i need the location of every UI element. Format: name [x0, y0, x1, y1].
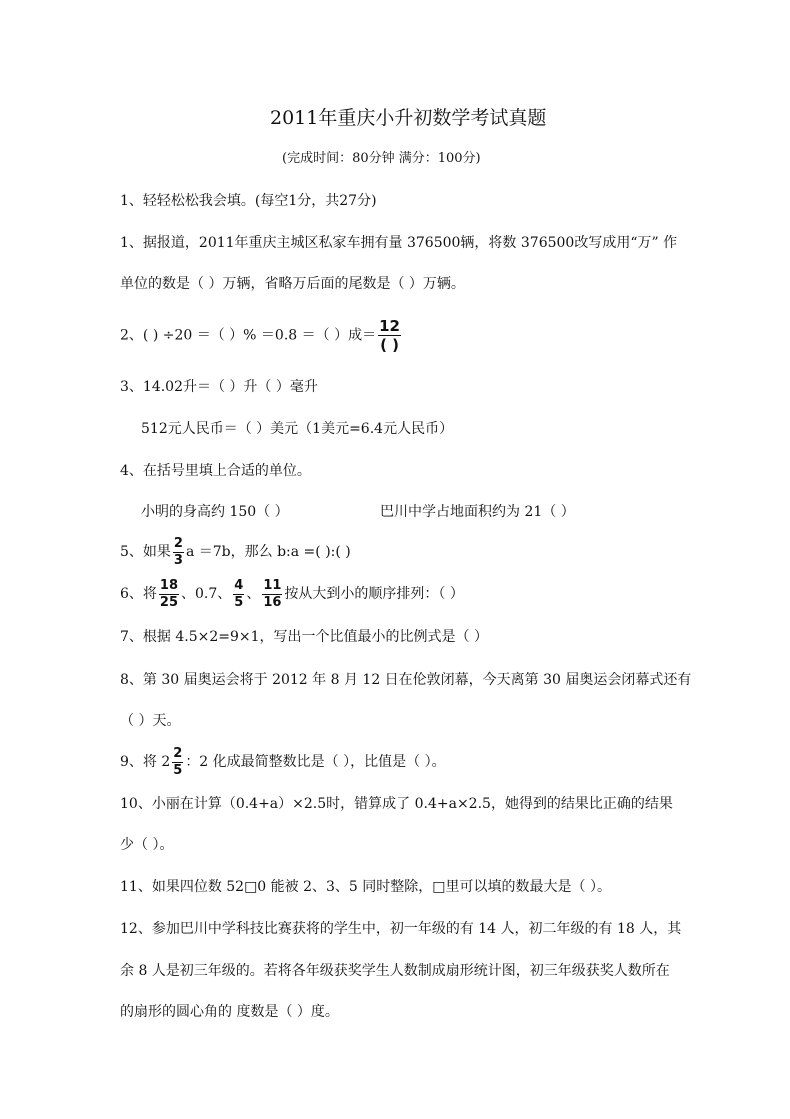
question-8-line-1: 8、第 30 届奥运会将于 2012 年 8 月 12 日在伦敦闭幕，今天离第 30 届奥运会闭幕式还有 — [120, 672, 692, 688]
fraction — [172, 747, 183, 778]
fraction-numerator: 4 — [234, 577, 244, 593]
question-3-line-1: 3、14.02升＝（ ）升（ ）毫升 — [120, 379, 318, 395]
fraction — [173, 537, 184, 568]
fraction-numerator: 11 — [263, 577, 282, 593]
question-9 — [120, 744, 446, 780]
question-5-suffix: a ＝7b，那么 b:a =( ):( ) — [185, 544, 351, 560]
fraction-numerator: 18 — [159, 577, 179, 593]
question-6-prefix: 6、将 — [120, 586, 157, 602]
question-2-text: 2、( ) ÷20 ＝（ ）% ＝0.8 ＝（ ）成＝ — [120, 327, 377, 344]
question-9-suffix: ：2 化成最简整数比是（ ），比值是（ ）。 — [185, 754, 446, 770]
separator: 、 — [246, 586, 261, 602]
fraction-denominator: 16 — [263, 594, 282, 610]
question-12-line-2: 余 8 人是初三年级的。若将各年级获奖学生人数制成扇形统计图，初三年级获奖人数所在 — [120, 963, 670, 979]
question-9-prefix: 9、将 2 — [120, 754, 171, 770]
question-8-line-2: （ ）天。 — [120, 713, 181, 729]
exam-info: (完成时间：80分钟 满分：100分) — [282, 151, 481, 166]
section-heading: 1、轻轻松松我会填。(每空1分，共27分) — [120, 193, 377, 209]
fraction-denominator: 25 — [159, 594, 179, 610]
question-10-line-1: 10、小丽在计算（0.4+a）×2.5时，错算成了 0.4+a×2.5，她得到的结果比正确的结果 — [120, 796, 673, 812]
question-12-line-1: 12、参加巴川中学科技比赛获将的学生中，初一年级的有 14 人，初二年级的有 18 人，其 — [120, 921, 682, 937]
fraction-1 — [159, 579, 179, 610]
question-5-prefix: 5、如果 — [120, 544, 171, 560]
fraction-2 — [233, 579, 244, 610]
question-2 — [120, 318, 403, 353]
question-6-suffix: 按从大到小的顺序排列：（ ） — [284, 586, 464, 602]
fraction-3 — [262, 579, 282, 610]
question-1-line-2: 单位的数是（ ）万辆，省略万后面的尾数是（ ）万辆。 — [120, 276, 465, 292]
question-1-line-1: 1、据报道，2011年重庆主城区私家车拥有量 376500辆，将数 376500改写成用“万” 作 — [120, 235, 678, 251]
fraction-denominator: ( ) — [380, 336, 400, 354]
fraction-numerator: 12 — [379, 317, 400, 335]
fraction-numerator: 2 — [173, 745, 183, 761]
fraction — [378, 318, 401, 353]
question-10-line-2: 少（ ）。 — [120, 837, 174, 853]
question-6 — [120, 576, 464, 612]
question-7: 7、根据 4.5×2=9×1，写出一个比值最小的比例式是（ ） — [120, 629, 488, 645]
question-11: 11、如果四位数 52□0 能被 2、3、5 同时整除，□里可以填的数最大是（ ）。 — [120, 879, 611, 895]
fraction-numerator: 2 — [173, 535, 183, 551]
question-12-line-3: 的扇形的圆心角的 度数是（ ）度。 — [120, 1004, 339, 1020]
mixed-number — [170, 747, 185, 778]
fraction-denominator: 5 — [234, 594, 244, 610]
separator: 、0.7、 — [181, 586, 232, 602]
question-3-line-2: 512元人民币＝（ ）美元（1美元=6.4元人民币） — [141, 421, 454, 437]
page-title: 2011年重庆小升初数学考试真题 — [270, 107, 547, 129]
fraction-denominator: 5 — [173, 762, 183, 778]
question-4-right: 巴川中学占地面积约为 21（ ） — [380, 504, 575, 520]
question-5 — [120, 534, 351, 570]
question-4-left: 小明的身高约 150（ ） — [141, 504, 289, 520]
fraction-denominator: 3 — [173, 552, 183, 568]
question-4-heading: 4、在括号里填上合适的单位。 — [120, 463, 311, 479]
